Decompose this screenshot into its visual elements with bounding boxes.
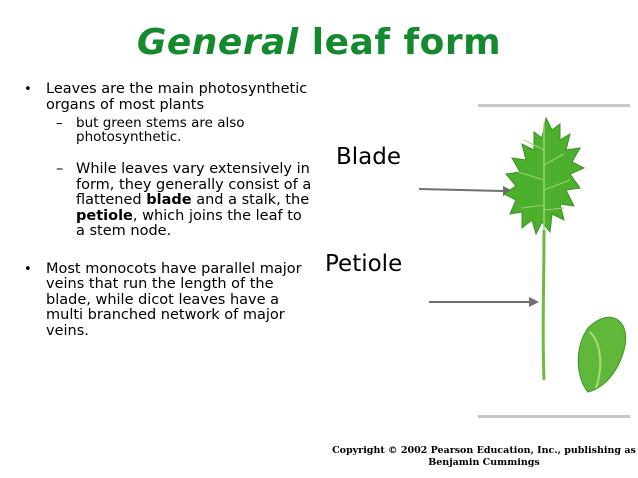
sub-bullet-item (22, 162, 312, 240)
copyright-line: Copyright © 2002 Pearson Education, Inc., publishing as (332, 445, 636, 456)
text-span: and a stalk, the (191, 192, 310, 208)
top-divider (478, 104, 630, 107)
text-span: While leaves vary extensively in form, they generally consist of a flattened (76, 161, 312, 208)
bullet-marker: • (24, 82, 32, 97)
term-petiole: petiole (76, 207, 133, 224)
bullet-text: Most monocots have parallel major veins that run the length of the blade, while dicot leaves have a multi branched network of major veins. (46, 260, 302, 339)
title-rest: leaf form (298, 22, 502, 63)
term-blade: blade (146, 192, 192, 208)
dash-marker: – (56, 115, 63, 131)
text-span: , which joins the leaf to a stem node. (76, 207, 302, 239)
sub-bullet-item (22, 116, 312, 144)
bottom-divider (478, 415, 630, 418)
blade-label: Blade (336, 144, 402, 170)
title-italic-word: General (136, 22, 299, 63)
bullet-item (22, 82, 312, 113)
bullet-item (22, 262, 312, 340)
sub-bullet-text (76, 161, 311, 239)
bullet-text: Leaves are the main photosynthetic organs of most plants (46, 81, 308, 113)
copyright-line: Benjamin Cummings (428, 457, 540, 468)
petiole-label: Petiole (325, 251, 403, 277)
slide-title (0, 22, 638, 63)
leaf-illustration (500, 110, 630, 410)
dash-marker: – (56, 161, 64, 177)
copyright-notice (330, 445, 638, 469)
bullet-marker: • (24, 261, 32, 277)
sub-bullet-text: but green stems are also photosynthetic. (76, 115, 245, 145)
bullet-list (22, 82, 312, 342)
